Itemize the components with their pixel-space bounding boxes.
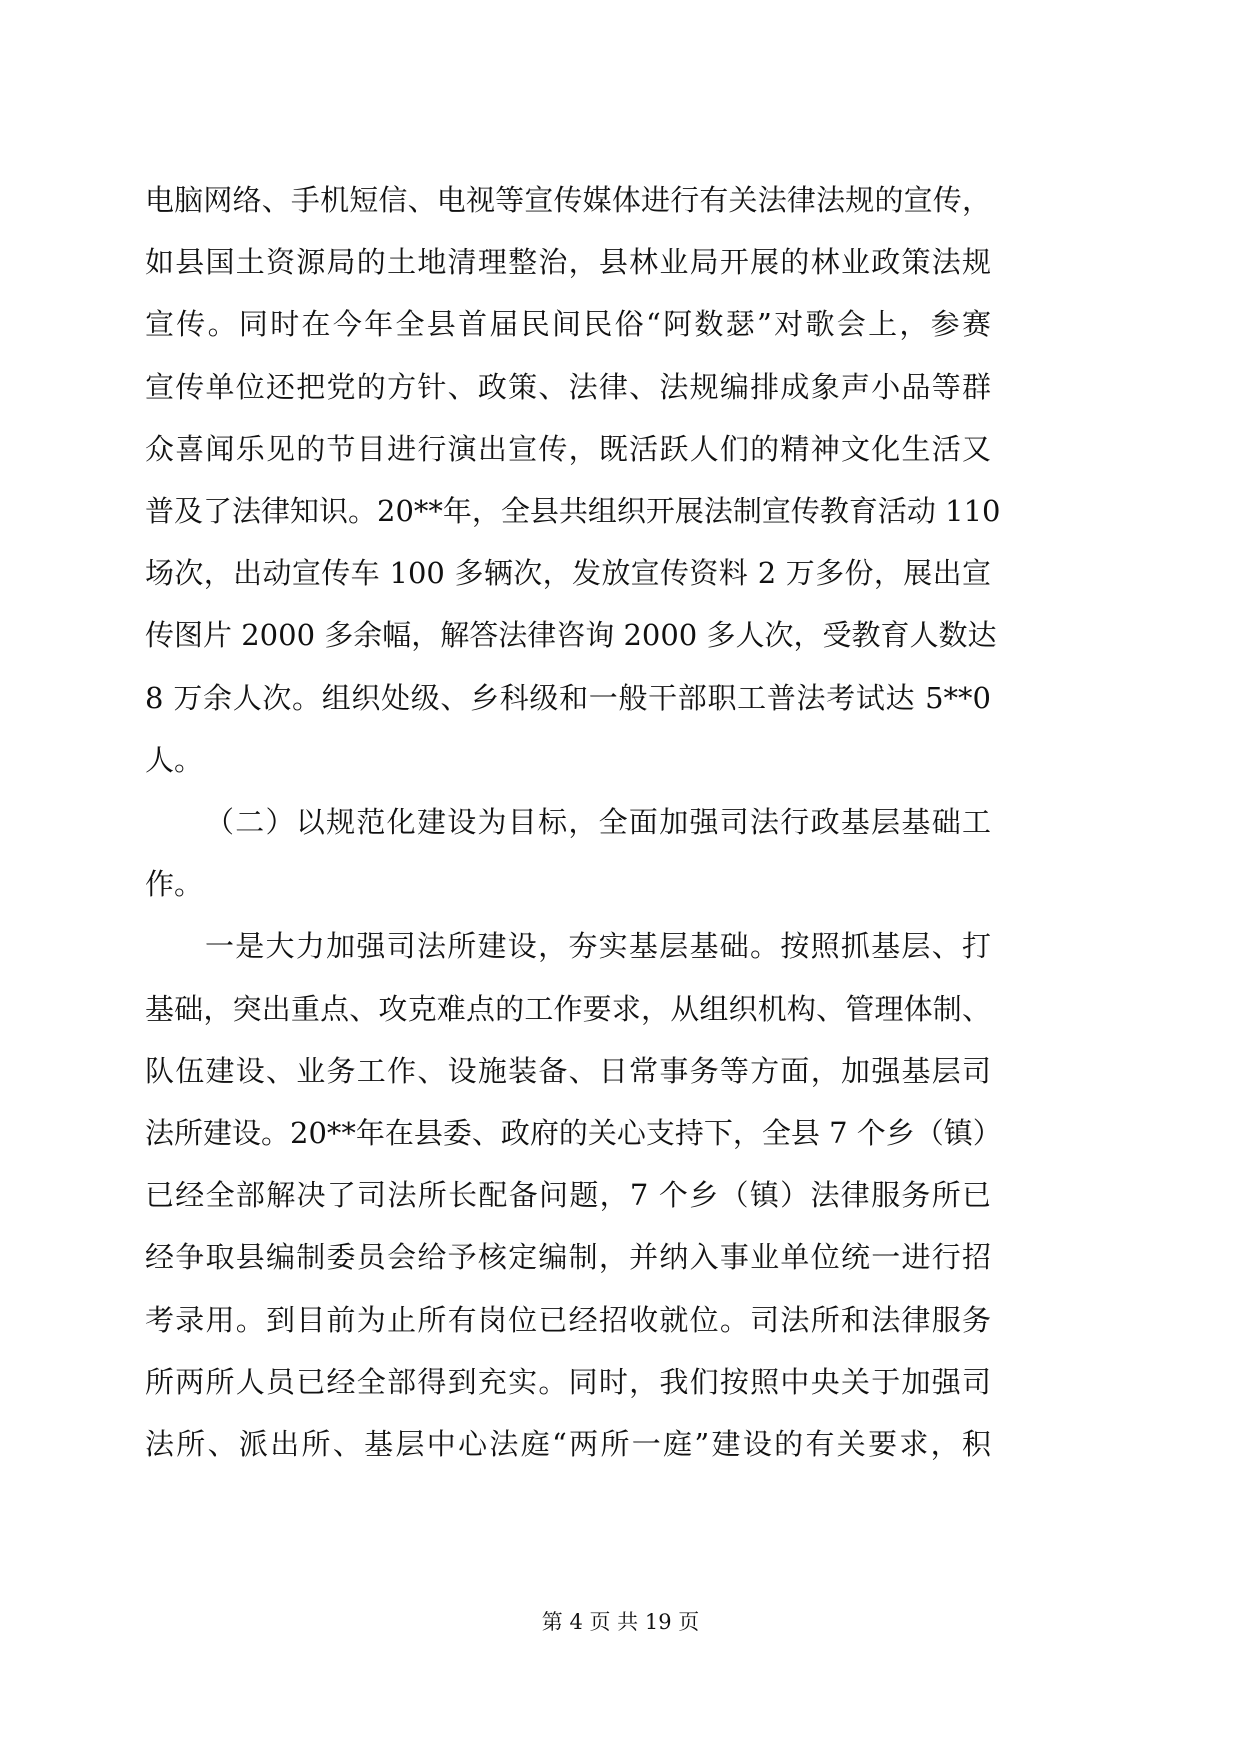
text-line: 法所建设。20**年在县委、政府的关心支持下，全县 7 个乡（镇） bbox=[145, 1116, 1002, 1150]
text-line: 场次，出动宣传车 100 多辆次，发放宣传资料 2 万多份，展出宣 bbox=[145, 556, 991, 591]
text-line: 8 万余人次。组织处级、乡科级和一般干部职工普法考试达 5**0 bbox=[145, 680, 991, 715]
text-line: 经争取县编制委员会给予核定编制，并纳入事业单位统一进行招 bbox=[145, 1240, 991, 1275]
text-line: 如县国土资源局的土地清理整治，县林业局开展的林业政策法规 bbox=[145, 245, 991, 280]
text-line: 人。 bbox=[145, 742, 204, 777]
text-line: 众喜闻乐见的节目进行演出宣传，既活跃人们的精神文化生活又 bbox=[145, 431, 991, 466]
text-line: 电脑网络、手机短信、电视等宣传媒体进行有关法律法规的宣传， bbox=[145, 183, 991, 217]
text-line: 传图片 2000 多余幅，解答法律咨询 2000 多人次，受教育人数达 bbox=[145, 618, 997, 653]
text-line: 考录用。到目前为止所有岗位已经招收就位。司法所和法律服务 bbox=[145, 1302, 991, 1337]
text-line: 宣传单位还把党的方针、政策、法律、法规编排成象声小品等群 bbox=[145, 369, 991, 404]
text-line: 一是大力加强司法所建设，夯实基层基础。按照抓基层、打 bbox=[205, 929, 991, 964]
text-line: 已经全部解决了司法所长配备问题，7 个乡（镇）法律服务所已 bbox=[145, 1178, 991, 1213]
text-line: 宣传。同时在今年全县首届民间民俗“阿数瑟”对歌会上，参赛 bbox=[145, 307, 991, 342]
text-line: 法所、派出所、基层中心法庭“两所一庭”建设的有关要求，积 bbox=[145, 1427, 991, 1461]
page-footer: 第 4 页 共 19 页 bbox=[541, 1610, 700, 1634]
text-line: 所两所人员已经全部得到充实。同时，我们按照中央关于加强司 bbox=[145, 1364, 991, 1399]
text-line: 队伍建设、业务工作、设施装备、日常事务等方面，加强基层司 bbox=[145, 1053, 991, 1088]
text-line: 基础，突出重点、攻克难点的工作要求，从组织机构、管理体制、 bbox=[145, 991, 991, 1026]
text-line: 作。 bbox=[145, 867, 204, 902]
text-line: （二）以规范化建设为目标，全面加强司法行政基层基础工 bbox=[205, 805, 991, 839]
text-line: 普及了法律知识。20**年，全县共组织开展法制宣传教育活动 110 bbox=[145, 494, 1001, 528]
